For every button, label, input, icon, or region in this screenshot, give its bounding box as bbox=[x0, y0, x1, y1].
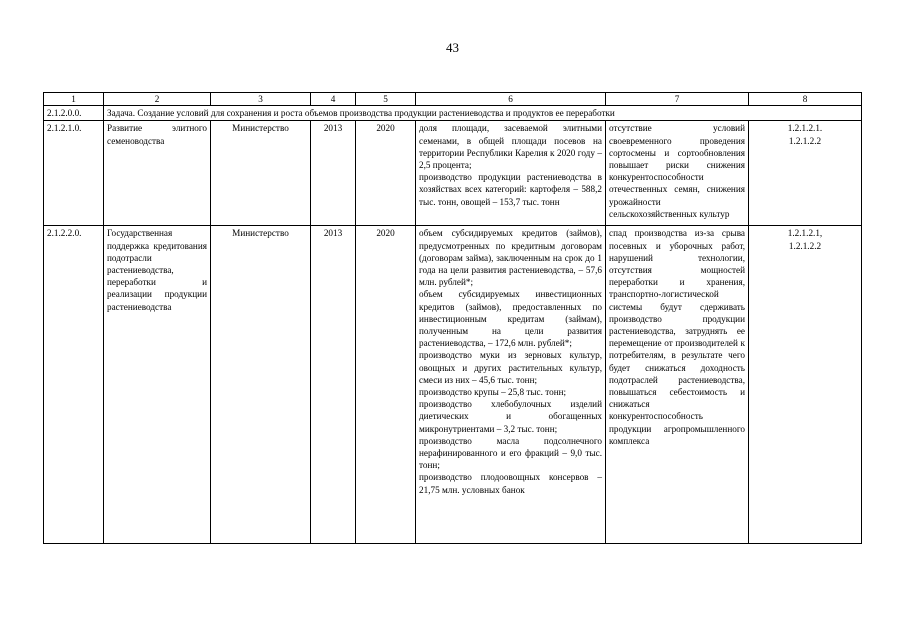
task-code: 2.1.2.0.0. bbox=[44, 106, 104, 121]
indicator-item: объем субсидируемых кредитов (займов), предусмотренных по кредитным договорам (договорам займа), заключенным на срок до 1 года на цели развития растениеводства, – 57,6 млн. рублей*; bbox=[419, 228, 602, 288]
table-row bbox=[44, 121, 862, 226]
column-number: 3 bbox=[211, 93, 311, 106]
indicator-item: производство масла подсолнечного нерафинированного и его фракций – 9,0 тыс. тонн; bbox=[419, 435, 602, 471]
executor: Министерство bbox=[211, 121, 311, 226]
activity-name: Государственная поддержка кредитования подотрасли растениеводства, переработки и реализации продукции растениеводства bbox=[104, 226, 211, 544]
column-number: 1 bbox=[44, 93, 104, 106]
indicators bbox=[416, 121, 606, 226]
link-code: 1.2.1.2.2 bbox=[788, 240, 822, 251]
column-number-row bbox=[44, 93, 862, 106]
indicator-item: производство хлебобулочных изделий диетических и обогащенных микронутриентами – 3,2 тыс. тонн; bbox=[419, 399, 602, 434]
indicator-item: производство крупы – 25,8 тыс. тонн; bbox=[419, 387, 567, 398]
end-year: 2020 bbox=[356, 121, 416, 226]
activity-code: 2.1.2.1.0. bbox=[44, 121, 104, 226]
column-number: 8 bbox=[749, 93, 862, 106]
indicator-item: доля площади, засеваемой элитными семенами, в общей площади посевов на территории Республики Карелия к 2020 году – 2,5 процента; bbox=[419, 123, 602, 171]
column-number: 5 bbox=[356, 93, 416, 106]
column-number: 7 bbox=[606, 93, 749, 106]
risks: спад производства из-за срыва посевных и уборочных работ, нарушений технологии, отсутствия мощностей переработки и хранения, транспортно-логистической системы будут сдерживать производство продукции растениеводства, затруднять ее перемещение от производителей к потребителям, в результате чего будет снижаться доходность подотраслей растениеводства, повышаться себестоимость и снижаться конкурентоспособность продукции агропромышленного комплекса bbox=[606, 226, 749, 544]
program-table bbox=[43, 92, 862, 544]
start-year: 2013 bbox=[311, 226, 356, 544]
indicator-item: объем субсидируемых инвестиционных кредитов (займов), предоставленных по инвестиционным кредитам (займам), полученным на цели развития растениеводства, – 172,6 млн. рублей*; bbox=[419, 289, 602, 349]
end-year: 2020 bbox=[356, 226, 416, 544]
activity-name: Развитие элитного семеноводства bbox=[104, 121, 211, 226]
task-row bbox=[44, 106, 862, 121]
start-year: 2013 bbox=[311, 121, 356, 226]
link-code: 1.2.1.2.2 bbox=[788, 135, 822, 146]
task-text: Задача. Создание условий для сохранения и роста объемов производства продукции растениеводства и продуктов ее переработки bbox=[104, 106, 862, 121]
indicator-item: производство муки из зерновых культур, овощных и других растительных культур, смеси из них – 45,6 тыс. тонн; bbox=[419, 350, 602, 385]
indicator-item: производство продукции растениеводства в хозяйствах всех категорий: картофеля – 588,2 тыс. тонн, овощей – 153,7 тыс. тонн bbox=[419, 172, 602, 207]
column-number: 6 bbox=[416, 93, 606, 106]
links bbox=[749, 226, 862, 544]
activity-code: 2.1.2.2.0. bbox=[44, 226, 104, 544]
risks: отсутствие условий своевременного проведения сортосмены и сортообновления повышает риски снижения конкурентоспособности отечественных семян, снижения урожайности сельскохозяйственных культур bbox=[606, 121, 749, 226]
links bbox=[749, 121, 862, 226]
indicator-item: производство плодоовощных консервов – 21,75 млн. условных банок bbox=[419, 472, 602, 495]
indicators bbox=[416, 226, 606, 544]
link-code: 1.2.1.2.1. bbox=[787, 123, 823, 134]
column-number: 2 bbox=[104, 93, 211, 106]
executor: Министерство bbox=[211, 226, 311, 544]
table-row bbox=[44, 226, 862, 544]
column-number: 4 bbox=[311, 93, 356, 106]
page-number: 43 bbox=[446, 40, 459, 55]
link-code: 1.2.1.2.1, bbox=[787, 228, 823, 239]
